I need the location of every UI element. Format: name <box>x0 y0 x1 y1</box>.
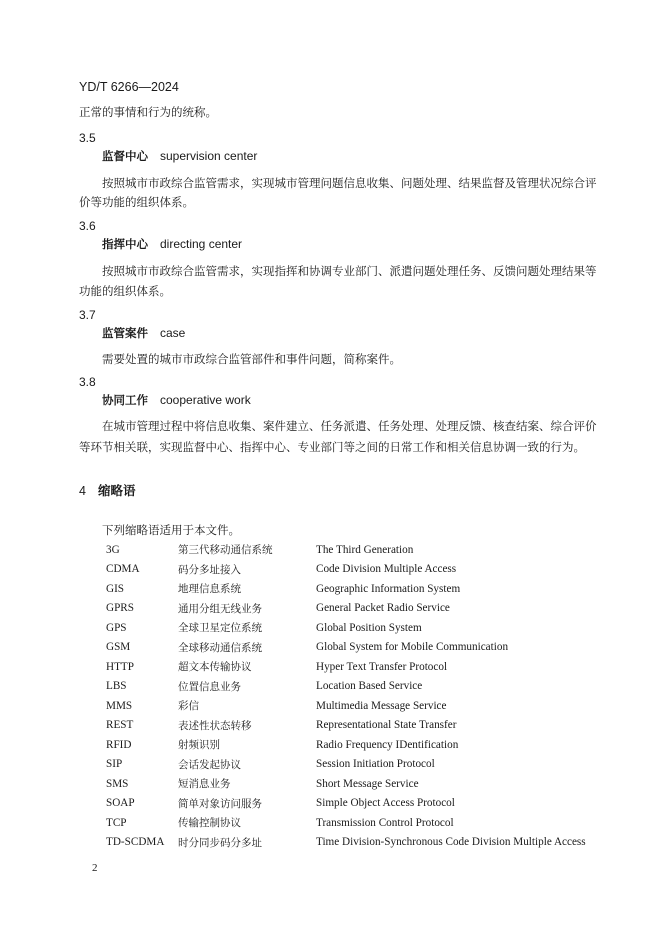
abbreviation-zh: 码分多址接入 <box>178 563 241 576</box>
term-en: case <box>160 326 186 340</box>
abbreviation-code: SOAP <box>106 797 135 810</box>
intro-line: 正常的事情和行为的统称。 <box>79 105 217 119</box>
abbreviation-zh: 表述性状态转移 <box>178 719 252 732</box>
abbreviation-row <box>106 833 586 853</box>
clause-number: 3.8 <box>79 375 96 389</box>
abbreviation-zh: 彩信 <box>178 700 199 713</box>
abbreviation-row <box>106 677 586 697</box>
section-title: 缩略语 <box>97 483 136 498</box>
definition-line: 功能的组织体系。 <box>79 284 171 298</box>
abbreviation-row <box>106 774 586 794</box>
abbreviation-row <box>106 716 586 736</box>
abbreviation-row <box>106 579 586 599</box>
abbreviation-zh: 第三代移动通信系统 <box>178 544 273 557</box>
abbreviation-code: MMS <box>106 699 133 712</box>
abbreviation-en: Hyper Text Transfer Protocol <box>316 660 448 673</box>
abbreviation-en: Short Message Service <box>316 777 419 790</box>
abbreviation-code: 3G <box>106 543 120 556</box>
abbreviation-zh: 全球移动通信系统 <box>178 641 262 654</box>
abbreviation-en: Time Division-Synchronous Code Division Multiple Access <box>316 836 586 849</box>
abbreviation-code: HTTP <box>106 660 134 673</box>
abbreviation-en: Radio Frequency IDentification <box>316 738 459 751</box>
abbreviation-zh: 传输控制协议 <box>178 817 241 830</box>
term-zh: 指挥中心 <box>102 237 148 251</box>
abbreviation-row <box>106 638 586 658</box>
abbreviation-row <box>106 599 586 619</box>
term-en: directing center <box>160 237 243 251</box>
definition-line: 按照城市市政综合监管需求，实现城市管理问题信息收集、问题处理、结果监督及管理状况综合评 <box>102 176 597 190</box>
abbreviation-table <box>106 540 586 852</box>
abbreviation-en: Geographic Information System <box>316 582 461 595</box>
abbreviation-row <box>106 657 586 677</box>
abbreviation-code: TD-SCDMA <box>106 836 165 849</box>
term-heading <box>102 148 257 164</box>
abbreviation-zh: 时分同步码分多址 <box>178 836 262 849</box>
abbreviation-code: GSM <box>106 641 131 654</box>
abbreviation-zh: 全球卫星定位系统 <box>178 622 262 635</box>
abbreviation-row <box>106 794 586 814</box>
clause-number: 3.7 <box>79 308 96 322</box>
abbreviation-code: CDMA <box>106 563 140 576</box>
definition-line: 按照城市市政综合监管需求，实现指挥和协调专业部门、派遣问题处理任务、反馈问题处理结果等 <box>102 264 597 278</box>
abbreviation-en: Multimedia Message Service <box>316 699 447 712</box>
abbreviation-code: RFID <box>106 738 132 751</box>
definition-line: 价等功能的组织体系。 <box>79 195 194 209</box>
definition-line: 在城市管理过程中将信息收集、案件建立、任务派遣、任务处理、处理反馈、核查结案、综合评价 <box>102 419 597 433</box>
abbreviation-code: GIS <box>106 582 125 595</box>
abbreviation-row <box>106 618 586 638</box>
abbreviation-zh: 短消息业务 <box>178 778 231 791</box>
term-heading <box>102 236 242 252</box>
section-heading <box>79 481 135 499</box>
abbreviation-en: Session Initiation Protocol <box>316 758 435 771</box>
abbreviation-en: General Packet Radio Service <box>316 602 450 615</box>
abbreviation-code: REST <box>106 719 134 732</box>
abbreviation-en: Representational State Transfer <box>316 719 457 732</box>
abbreviation-zh: 超文本传输协议 <box>178 661 252 674</box>
term-en: cooperative work <box>160 393 251 407</box>
abbreviation-en: Global Position System <box>316 621 422 634</box>
clause-number: 3.5 <box>79 131 96 145</box>
abbreviation-zh: 位置信息业务 <box>178 680 241 693</box>
abbreviation-en: Transmission Control Protocol <box>316 816 454 829</box>
term-zh: 监管案件 <box>102 326 148 340</box>
abbreviation-en: Simple Object Access Protocol <box>316 797 455 810</box>
abbreviation-zh: 简单对象访问服务 <box>178 797 262 810</box>
abbreviation-row <box>106 813 586 833</box>
definition-line: 等环节相关联，实现监督中心、指挥中心、专业部门等之间的日常工作和相关信息协调一致的行为。 <box>79 440 585 454</box>
term-zh: 监督中心 <box>102 149 148 163</box>
term-heading <box>102 392 251 408</box>
abbreviation-code: SMS <box>106 777 129 790</box>
clause-number: 3.6 <box>79 219 96 233</box>
abbreviation-code: SIP <box>106 758 123 771</box>
abbreviation-row <box>106 696 586 716</box>
abbreviation-code: LBS <box>106 680 127 693</box>
abbreviation-en: Code Division Multiple Access <box>316 563 457 576</box>
abbreviation-code: TCP <box>106 816 127 829</box>
definition-line: 需要处置的城市市政综合监管部件和事件问题，简称案件。 <box>102 352 401 366</box>
page-number: 2 <box>92 862 98 874</box>
document-code: YD/T 6266—2024 <box>79 80 179 94</box>
abbreviation-zh: 地理信息系统 <box>178 583 241 596</box>
abbreviation-zh: 射频识别 <box>178 739 220 752</box>
term-heading <box>102 325 185 341</box>
abbreviation-code: GPRS <box>106 602 134 615</box>
abbreviation-zh: 会话发起协议 <box>178 758 241 771</box>
term-zh: 协同工作 <box>102 393 148 407</box>
abbreviation-code: GPS <box>106 621 127 634</box>
abbreviation-row <box>106 755 586 775</box>
section-intro: 下列缩略语适用于本文件。 <box>102 523 240 537</box>
term-en: supervision center <box>160 149 258 163</box>
abbreviation-zh: 通用分组无线业务 <box>178 602 262 615</box>
abbreviation-row <box>106 540 586 560</box>
abbreviation-en: Location Based Service <box>316 680 423 693</box>
abbreviation-en: Global System for Mobile Communication <box>316 641 509 654</box>
abbreviation-table-body <box>106 540 586 852</box>
abbreviation-row <box>106 735 586 755</box>
abbreviation-en: The Third Generation <box>316 543 414 556</box>
abbreviation-row <box>106 560 586 580</box>
section-number: 4 <box>79 484 86 498</box>
